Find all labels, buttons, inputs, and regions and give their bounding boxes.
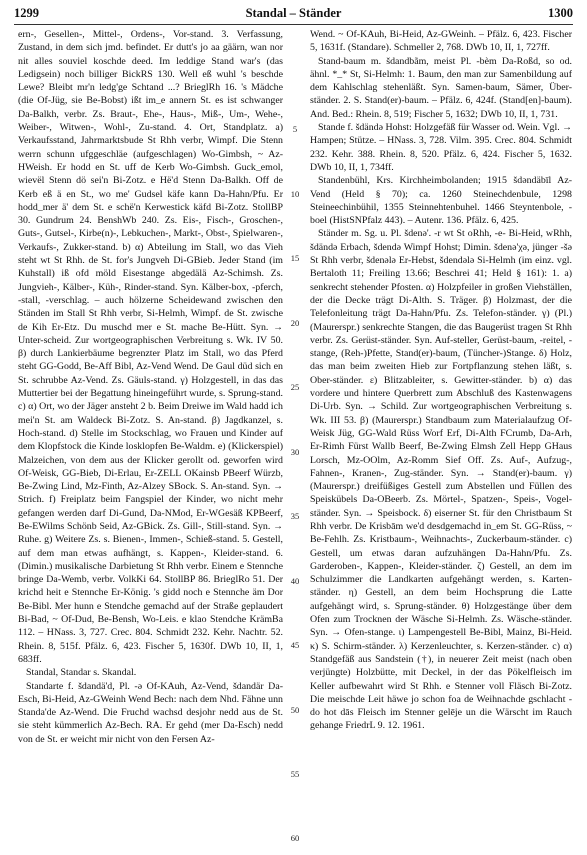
- line-number: 55: [290, 769, 300, 779]
- entry-standarte: Standarte f. šdandä'd, Pl. -ə Of-KAuh, Az-Vend, šdandär Da-Esch, Bi-Heid, Az-GWeinh Wend Bech: nach dem Nhd. Fähne unn Standa'de Az-Wend. Die Fruchd wachsd desjohr nedd aus de St. sie steht kümmerlich Az-Bech. RA. Er gehd (mer Da-Esch) nedd von de St. er weicht mir nicht von den Fersen Az-: [18, 680, 283, 745]
- line-number: 20: [290, 318, 300, 328]
- line-number: 10: [290, 189, 300, 199]
- entry-stand-baum: Stand-baum m. šdandbãm, meist Pl. -bèm Da-Roßd, so od. ähnl. *_* St, Si-Helmh: 1. Baum, den man zur Samenbildung auf dem Kahlschlag stehenläßt. Syn. Samen-baum, Sämer, Über-ständer. 2. S. Stand(er)-baum. – Pfälz. 6, 424f. (Stand[en]-baum). And. Bed.: Rhein. 8, 519; Fischer 5, 1632; DWb 10, II, 1, 731.: [310, 55, 572, 120]
- running-header: [14, 6, 573, 22]
- line-number: 50: [290, 705, 300, 715]
- line-number: 60: [290, 833, 300, 843]
- page-number-right: 1300: [548, 6, 573, 20]
- entry-stande: Stande f. šdändə Hohst: Holzgefäß für Wasser od. Wein. Vgl. → Hampen; Stütze. – HNass. 3, 728. Vilm. 395. Crec. 804. Schmidt 232. Kehr. 388. Rhein. 8, 520. Pfälz. 6, 424. Fischer 5, 1632. DWb 10, II, 1, 734ff.: [310, 122, 572, 173]
- page-number-left: 1299: [14, 6, 39, 20]
- right-column: [310, 28, 572, 846]
- line-number: 30: [290, 447, 300, 457]
- line-number: 5: [292, 124, 298, 134]
- entry-standenbuehl: Standenbühl, Krs. Kirchheimbolanden; 1915 šdəndäbīl Az-Vend (Held § 70); ca. 1260 Steinechdenbule, 1298 Steineechinbühil, 1355 Steinnehtenbuhel. 1466 Steyntenbole, -boel (HistSNPfalz 443). – Autenr. 136. Pfälz. 6, 425.: [310, 175, 572, 227]
- line-number: 25: [290, 382, 300, 392]
- running-title: Standal – Ständer: [245, 6, 342, 20]
- line-number: 15: [290, 253, 300, 263]
- entry-standal: Standal, Standar s. Skandal.: [26, 667, 137, 679]
- header-rule: [14, 24, 573, 25]
- line-number: 45: [290, 640, 300, 650]
- left-column: [18, 28, 283, 846]
- line-number: 40: [290, 576, 300, 586]
- entry-staender: Ständer m. Sg. u. Pl. šdenə'. -r wt St oRhh, -e- Bi-Heid, wRhh, šdändə Erbach, šdendə Wimpf Hohst; Dimin. šdenə'χə, jünger -šə St Rhh verbr, šdenələ Er-Hebst, šdendələ Si-Helmh (im einz. vgl. Bertaloth 11; Freiling 13.66; Beschrei 41; Held § 161): 1. a) senkrecht stehender Pfosten. α) Holzpfeiler in großen Viehställen, der die Decke trägt Di-Alth. S. Träger. β) Holzmast, der die Telefonleitung trägt Da-Hahn/Pfu. Zs. Telefon-ständer. γ) (Pl.) (Maurerspr.) senkrechte Stangen, die das Baugerüst tragen St Rhh verbr. Zs. Gerüst-ständer. Syn. Auf-steller, Gerüst-baum, -reitel, -stange, (Reh-)Pfette, Stand(er)-baum, (Tüncher-)Stange. δ) Holz, das man beim zweiten Hieb zur Fortpflanzung stehen läßt, s. Ober-ständer. ε) Blitzableiter, s. Gewitter-ständer. b) α) das vordere und hintere Querbrett zum Abschluß des Kastenwagens Di-Urb. Syn. → Schild. Zur wortgeographischen Verbreitung s. Wk. III 53. β) (Maurerspr.) Standbaum zum Materialaufzug Of-Weisk Jüg, GG-Wald Rüss Worf Erf, Di-Alth FCrumb, Da-Arh, Er-Rimh Fürst Wallb Beerf, Be-Zwing Elmsh Zell Hepp GHaus Lorsch, Mz-OOlm, Az-Romm Sief Off. Zs. Auf-, Aufzug-, Fahnen-, Kranen-, Zug-ständer. Syn. → Stand(er)-baum. γ) (Maurerspr.) dreifüßiges Gestell zum Abstellen und Füllen des Speiskübels Da-OBeerb. Zs. Mörtel-, Spatzen-, Speis-, Vogel-ständer. Syn. → Speisbock. δ) eiserner St. für den Christbaum St Rhh verbr. De Krisbām we'd desdgemachd in_em St. GG-Rüss, ~ Be-Fehlh. Zs. Kristbaum-, Weihnachts-, Zuckerbaum-ständer. c) Gestell, um etwas daran aufzuhängen Da-Hahn/Pfu. Zs. Garderoben-, Kappen-, Kleider-ständer. ζ) Gestell, an dem im Schulzimmer die Landkarten aufgehängt werden, s. Karten-ständer. η) Gestell, an dem beim Hochsprung die Latte aufgehängt wird, s. Sprung-ständer. θ) Holzgestänge über dem Ofen zum Trocknen der Wäsche Si-Helmh. Zs. Wäsche-ständer. Syn. → Ofen-stange. ι) Lampengestell Be-Bibl, Mainz, Bi-Heid. κ) S. Schirm-ständer. λ) Kerzenleuchter, s. Kerzen-ständer. c) α) Standgefäß aus Sandstein (†), in neuerer Zeit meist (nach oben verjüngte) Holzbütte, mit Deckel, in der das Pökelfleisch im Keller aufbewahrt wird St Rhh. e Stenner voll Fläsch Bi-Zotz. Die meischde Leit häwe jo schon foa de Weihnachde gschlacht - do hot dās Fleisch im Stenner gelēje un die Wärscht im Rauch gehange FriedrL 9. 12. 1961.: [310, 228, 572, 732]
- entry-standarte-continued: Wend. ~ Of-KAuh, Bi-Heid, Az-GWeinh. – Pfälz. 6, 423. Fischer 5, 1631f. (Standare). Schmeller 2, 768. DWb 10, II, 1, 727ff.: [310, 29, 572, 54]
- entry-stand-continued: ern-, Gesellen-, Mittel-, Ordens-, Vor-stand. 3. Verfassung, Zustand, in dem sich jmd. befindet. Er dutt's jo aa gäärn, wan nor nit alles souviel koschde deed. Im leddige Stand war's (das Ledigsein) noch billiger BickRS 130. Well eß wuhl 's beschde Lewe? Bleibt mr'n ledg'ge Schtand ...? BrieglRh 16. 's Mädche (die Of-Jüg, sie Be-Bobst) ißt im_e annern St. es ist schwanger Da-Balkh, verbr. Zs. Braut-, Ehe-, Haus-, Miß-, Um-, Wehe-, Weiber-, Witwen-, Wohl-, Zu-stand. 4. Ort, Standplatz. a) Verkaufsstand, Jahrmarktsbude St Rhh verbr, Wimpf. Die Stenn werrn schunn ufggeschläe (aufgeschlagen) Wo-Gimbsh, ~ Az-HWeish. Er hodd en St. uff de Kerb Wo-Gimbsh. Guck_emol, wievël Stenn dö sei'n Bi-Zotz. e Hë'd Stenn Da-Balkh. Off de Kerb eß ä en St., wo me' Gudsel käfe kann Da-Hahn/Pfu. Er hodd_mer ä' dem St. e schë'n Kerwestick käfd Bi-Zotz. StollBP 30. Gundrum 24. BenshWb 240. Zs. Eis-, Fisch-, Groschen-, Guts-, Gutsel-, Kirbe(n)-, Lebkuchen-, Markt-, Obst-, Spielwaren-, Verkaufs-, Zukker-stand. b) α) Abteilung im Stall, wo das Vieh steht wt St Rhh. de St. for's Jungveh Di-GBieb. Jeder Stand (im Kuhstall) iß ofd möld Eisestange abgedälä Az-Schimsh. Zs. Jungvieh-, Kälber-, Küh-, Rinder-stand. Syn. Kälber-box, -pferch, -stall, -verschlag. – auch hölzerne Scheidewand zwischen den Ständen im Stall St Rhh verbr, Si-Helmh, Wimpf. de St. zwische de Kih Er-Etz. Du muschd mer e St. mache Be-Hütt. Syn. → Unter-scheid. Zur wortgeographischen Verbreitung s. Wk. IV 50. β) durch Lankierbäume begrenzter Platz im Stall, wo das Pferd steht GG-Godd, Be-Aff Bibl, Az-Vend Wend. De Gaul düd sich en St. schrubbe Az-Vend. Zs. Gäuls-stand. γ) Holzgestell, in das das Muttertier bei der Begattung hineingeführt wurde, s. Sprung-stand. c) α) Ort, wo der Jäger ansteht 2 b. Beim Dreiwe im Wald hadd ich mei'n St. am Waldeck Bi-Zotz. S. An-stand. β) Jagdkanzel, s. Hoch-stand. d) Stelle im Stockschlag, wo Frauen und Kinder auf dem Klopfstock die Kinde losklopfen Be-Waldm. e) (Klickerspiel) Malzeichen, von dem aus der Klicker gerollt od. geworfen wird Of-Weisk, GG-Bieb, Di-Erlau, Er-ZELL OKainsb PBeerf Würzb, Be-Zwing Lind, Mz-Finth, Az-Alzey SBock. S. An-stand. Syn. → Strich. f) Freiplatz beim Fangspiel der Kinder, wo nicht mehr gefangen werden darf Di-Gund, Da-NMod, Er-WGesäß KPBeerf, Be-EWilms Schönb Seid, Az-GBick. Zs. Gill-, Still-stand. Syn. → Ruhe. g) Weitere Zs. s. Bienen-, Immen-, Schieß-stand. 5. Gestell, auf dem man etwas aufhängt, s. Kappen-, Kleider-stand. 6. (Dimin.) musikalische Darbietung St Rhh verbr. Einem e Stennche bringe Da-Wemb, verbr. VolkKi 64. StollBP 86. BrieglRo 51. Der krichd heit e Stennche Er-König. 's gidd noch e Stennche äm Dor Be-Bibl. Mer hunn e Stendche gemachd auf der Straße geplaudert Bi-Bad, ~ Of-Dud, Be-Bensh, Wo-Leis. e klao Stendche KrämBa 112. – HNass. 3, 727. Crec. 804. Schmidt 232. Kehr. Nachtr. 52. Rhein. 8, 515f. Pfälz. 6, 423. Fischer 5, 1630f. DWb 10, II, 1, 683ff.: [18, 29, 283, 665]
- line-number: 35: [290, 511, 300, 521]
